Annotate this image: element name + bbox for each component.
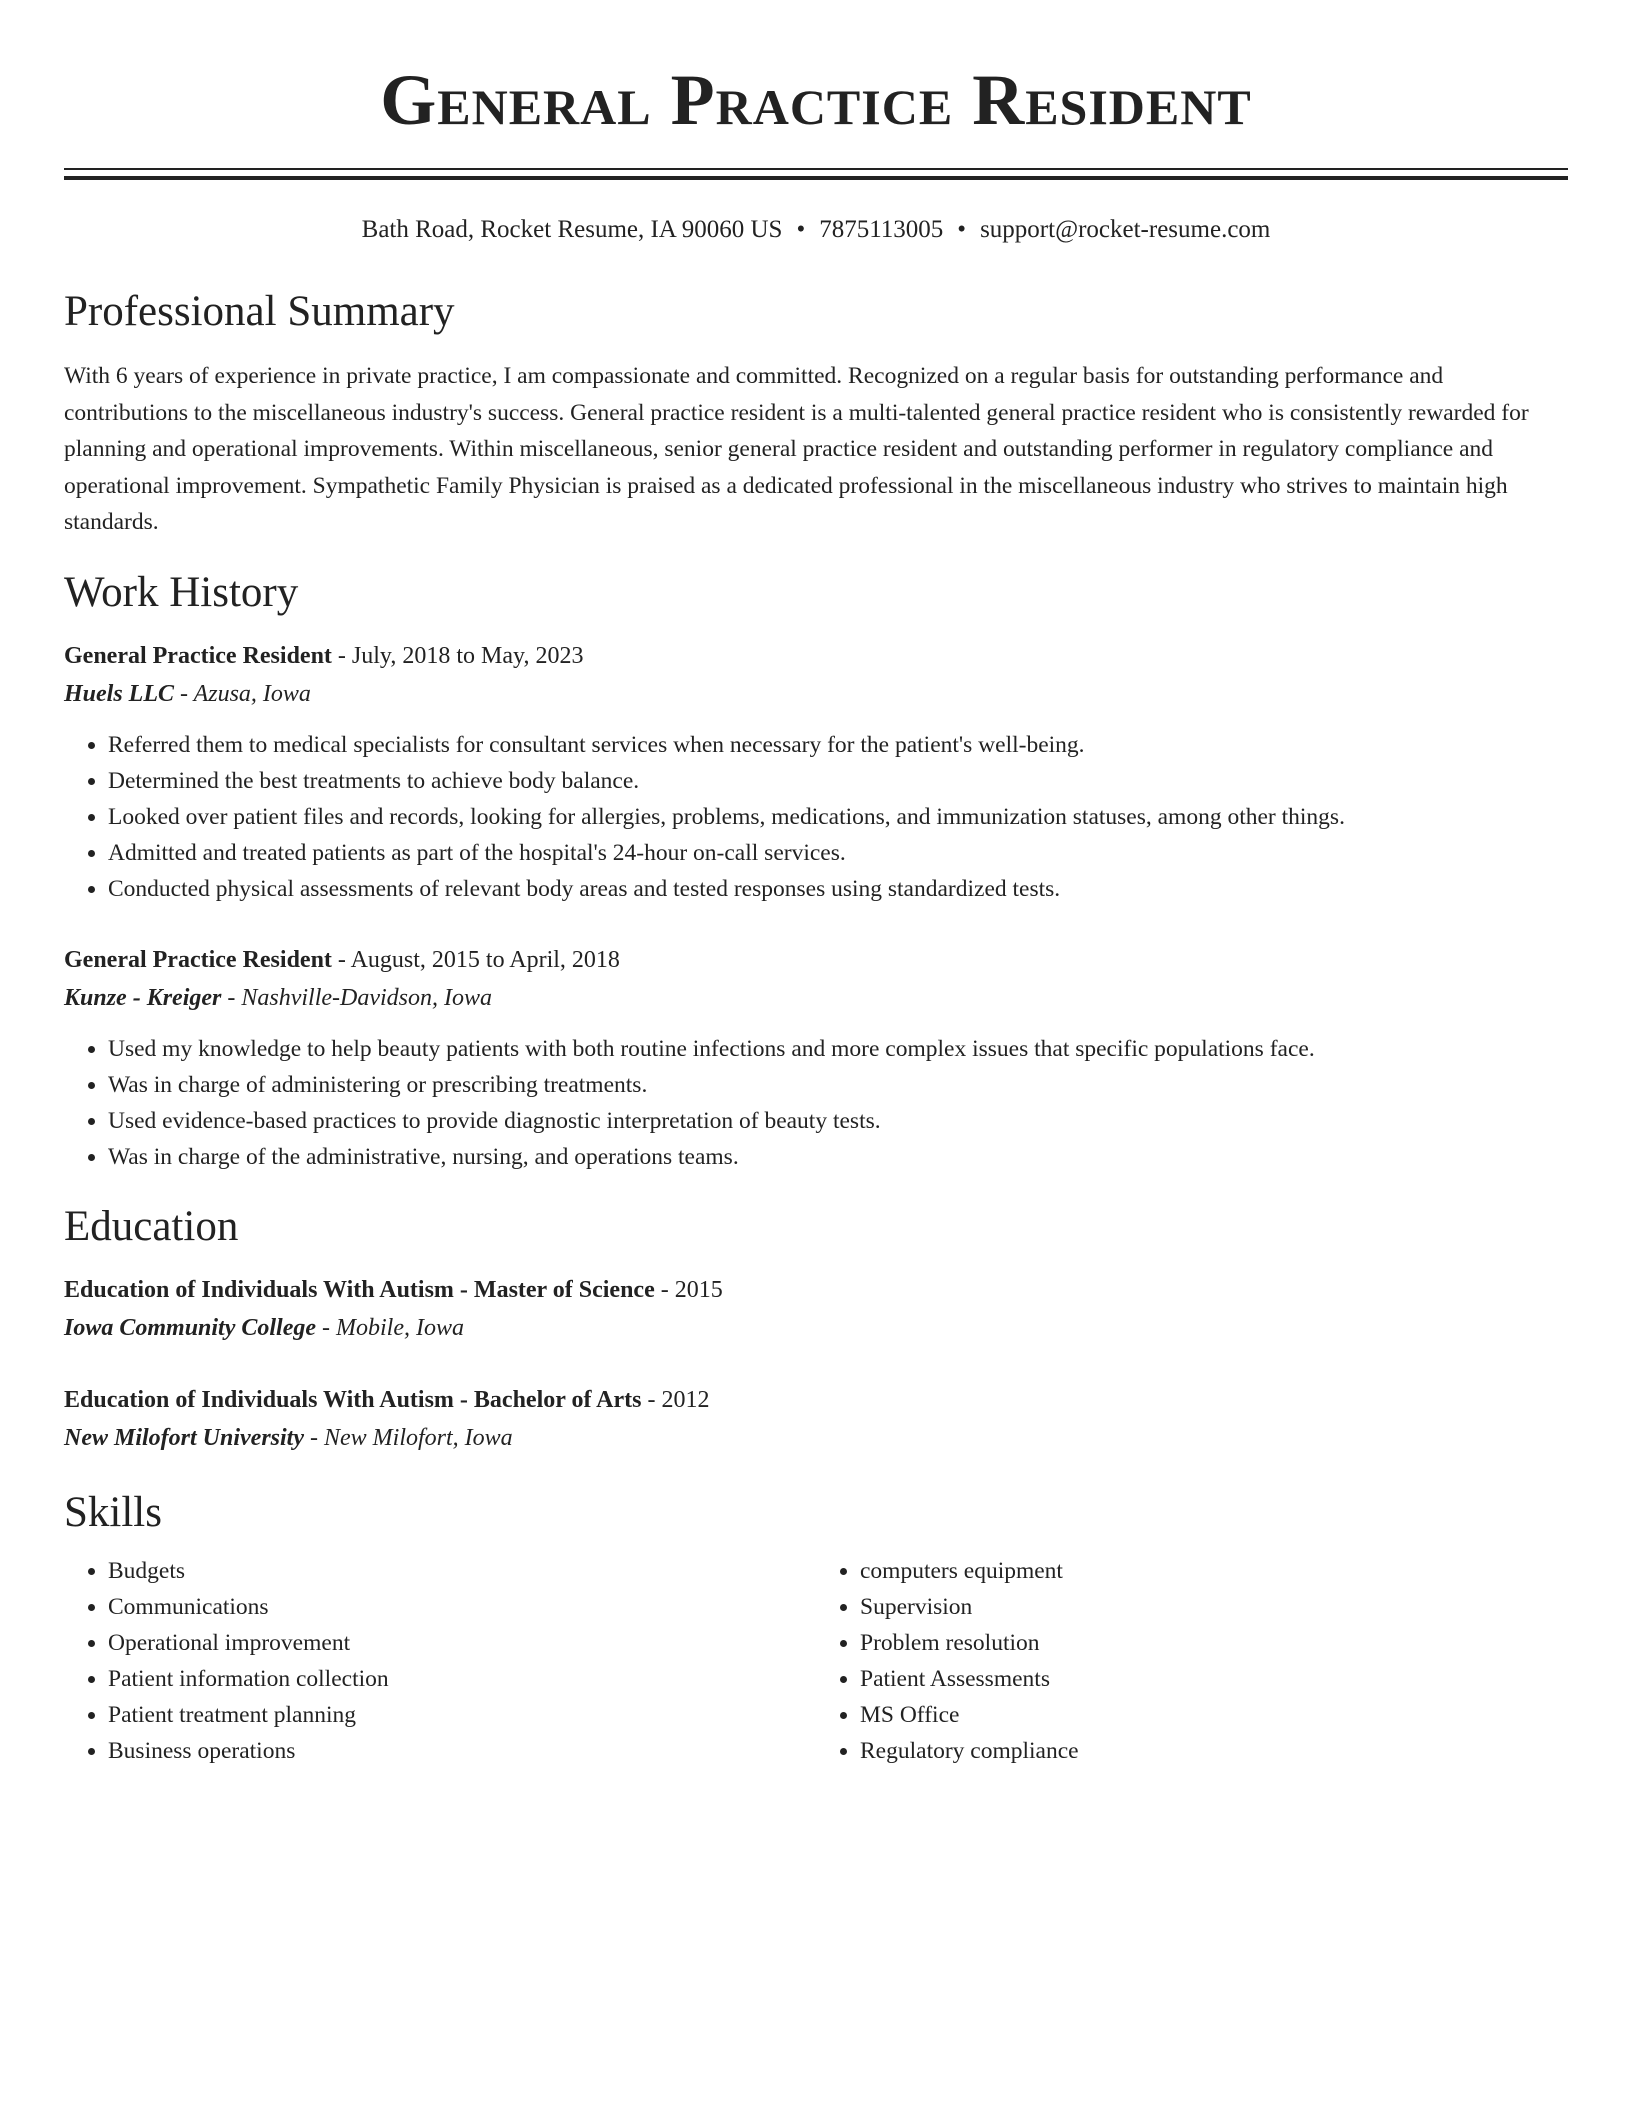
job-entry bbox=[64, 637, 1568, 907]
job-dates: - July, 2018 to May, 2023 bbox=[331, 642, 584, 669]
contact-separator: • bbox=[796, 216, 806, 243]
contact-separator: • bbox=[957, 216, 967, 243]
job-title-line bbox=[64, 941, 1568, 979]
job-entry bbox=[64, 941, 1568, 1175]
job-duty: • Used my knowledge to help beauty patients with both routine infections and more complex issues that specific populations face. bbox=[108, 1031, 1568, 1067]
degree-year: - 2012 bbox=[641, 1386, 710, 1413]
employer-location: - Nashville-Davidson, Iowa bbox=[221, 984, 492, 1011]
header-divider bbox=[64, 168, 1568, 180]
employer-line bbox=[64, 979, 1568, 1017]
education-entry bbox=[64, 1381, 1568, 1457]
job-duty: • Looked over patient files and records, looking for allergies, problems, medications, and immunization statuses, among other things. bbox=[108, 799, 1568, 835]
contact-phone: 7875113005 bbox=[819, 216, 944, 243]
degree-name: Education of Individuals With Autism - Bachelor of Arts bbox=[64, 1386, 642, 1413]
school-line bbox=[64, 1309, 1568, 1347]
skills-list bbox=[816, 1553, 1568, 1769]
skill-item: • Regulatory compliance bbox=[860, 1733, 1568, 1769]
job-duty: • Referred them to medical specialists for consultant services when necessary for the patient's well-being. bbox=[108, 727, 1568, 763]
skill-item: • Patient information collection bbox=[108, 1661, 816, 1697]
employer-line bbox=[64, 675, 1568, 713]
skill-item: • computers equipment bbox=[860, 1553, 1568, 1589]
school-name: Iowa Community College bbox=[64, 1314, 317, 1341]
skill-item: • Communications bbox=[108, 1589, 816, 1625]
job-duties-list bbox=[64, 727, 1568, 907]
employer-name: Huels LLC bbox=[64, 680, 175, 707]
school-location: - Mobile, Iowa bbox=[316, 1314, 465, 1341]
job-duty: • Was in charge of administering or prescribing treatments. bbox=[108, 1067, 1568, 1103]
job-role: General Practice Resident bbox=[64, 642, 332, 669]
job-role: General Practice Resident bbox=[64, 946, 332, 973]
job-dates: - August, 2015 to April, 2018 bbox=[331, 946, 620, 973]
job-duties-list bbox=[64, 1031, 1568, 1175]
skills-grid bbox=[64, 1553, 1568, 1769]
resume-name: General Practice Resident bbox=[380, 60, 1252, 140]
job-duty: • Conducted physical assessments of relevant body areas and tested responses using standardized tests. bbox=[108, 871, 1568, 907]
skills-column-right bbox=[816, 1553, 1568, 1769]
employer-name: Kunze - Kreiger bbox=[64, 984, 222, 1011]
job-title-line bbox=[64, 637, 1568, 675]
job-duty: • Used evidence-based practices to provide diagnostic interpretation of beauty tests. bbox=[108, 1103, 1568, 1139]
skills-heading: Skills bbox=[64, 1488, 162, 1536]
skills-list bbox=[64, 1553, 816, 1769]
school-line bbox=[64, 1419, 1568, 1457]
work-history-heading: Work History bbox=[64, 568, 299, 616]
contact-address: Bath Road, Rocket Resume, IA 90060 US bbox=[361, 216, 783, 243]
degree-year: - 2015 bbox=[654, 1276, 723, 1303]
skill-item: • MS Office bbox=[860, 1697, 1568, 1733]
degree-line bbox=[64, 1381, 1568, 1419]
summary-text: With 6 years of experience in private practice, I am compassionate and committed. Recognized on a regular basis for outstanding performance and contributions to the miscellaneous industry's success. General practice resident is a multi-talented general practice resident who is consistently rewarded for planning and operational improvements. Within miscellaneous, senior general practice resident and outstanding performer in regulatory compliance and operational improvement. Sympathetic Family Physician is praised as a dedicated professional in the miscellaneous industry who strives to maintain high standards. bbox=[64, 363, 1529, 535]
contact-line bbox=[64, 214, 1568, 246]
education-heading: Education bbox=[64, 1202, 239, 1250]
employer-location: - Azusa, Iowa bbox=[174, 680, 311, 707]
degree-line bbox=[64, 1271, 1568, 1309]
school-location: - New Milofort, Iowa bbox=[304, 1424, 513, 1451]
contact-email: support@rocket-resume.com bbox=[980, 216, 1271, 243]
skill-item: • Supervision bbox=[860, 1589, 1568, 1625]
skill-item: • Patient treatment planning bbox=[108, 1697, 816, 1733]
skill-item: • Problem resolution bbox=[860, 1625, 1568, 1661]
job-duty: • Admitted and treated patients as part of the hospital's 24-hour on-call services. bbox=[108, 835, 1568, 871]
education-entry bbox=[64, 1271, 1568, 1347]
skill-item: • Patient Assessments bbox=[860, 1661, 1568, 1697]
job-duty: • Was in charge of the administrative, nursing, and operations teams. bbox=[108, 1139, 1568, 1175]
school-name: New Milofort University bbox=[64, 1424, 304, 1451]
skills-column-left bbox=[64, 1553, 816, 1769]
skill-item: • Business operations bbox=[108, 1733, 816, 1769]
degree-name: Education of Individuals With Autism - Master of Science bbox=[64, 1276, 655, 1303]
skill-item: • Operational improvement bbox=[108, 1625, 816, 1661]
job-duty: • Determined the best treatments to achieve body balance. bbox=[108, 763, 1568, 799]
summary-heading: Professional Summary bbox=[64, 288, 455, 335]
skill-item: • Budgets bbox=[108, 1553, 816, 1589]
